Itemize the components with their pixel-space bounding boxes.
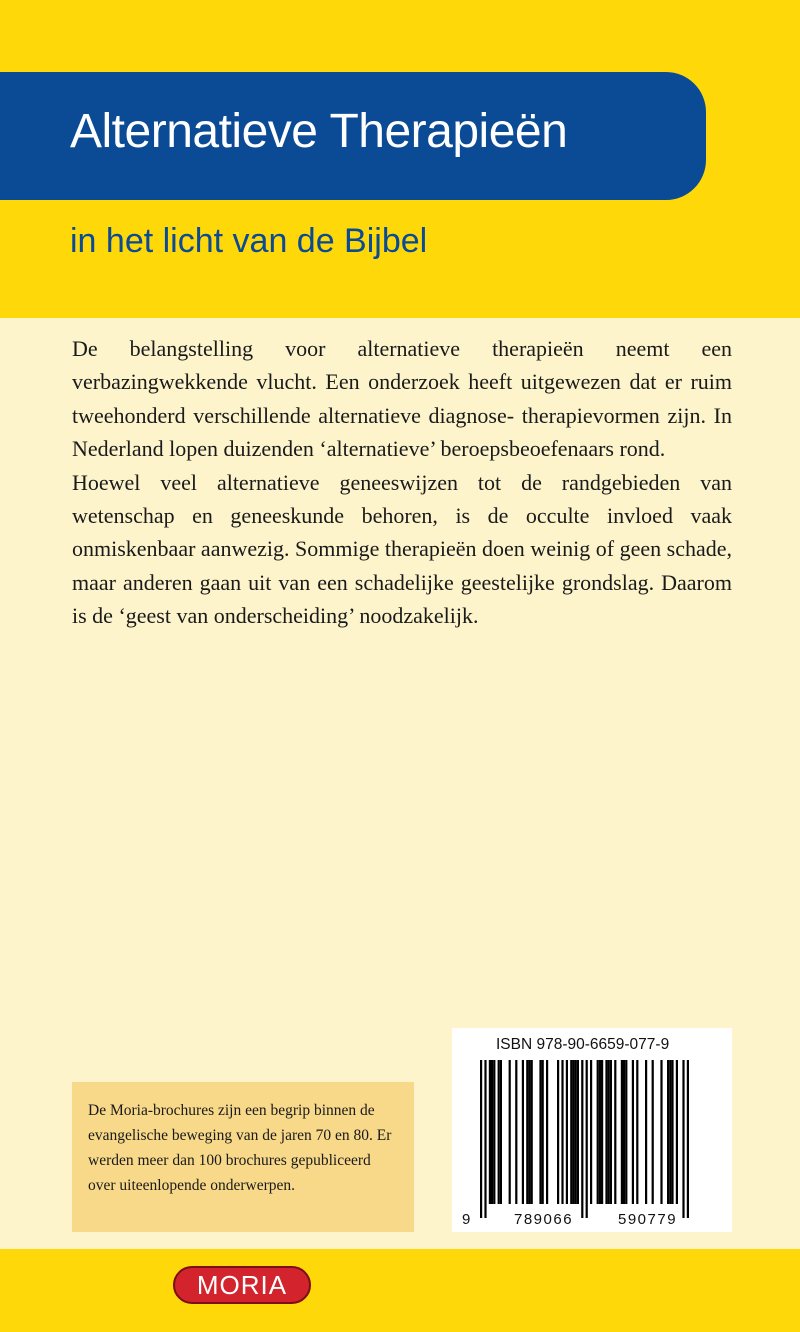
barcode-bar <box>597 1060 599 1204</box>
barcode-right-digits: 590779 <box>618 1211 678 1228</box>
barcode-bar <box>625 1060 627 1204</box>
barcode-bar <box>489 1060 491 1204</box>
barcode-bar <box>515 1060 517 1204</box>
blurb-text <box>72 332 732 633</box>
barcode-bar <box>632 1060 634 1204</box>
barcode-bar <box>667 1060 669 1204</box>
barcode-bar <box>623 1060 625 1204</box>
blurb-paragraph-2: Hoewel veel alternatieve geneeswijzen tot de randgebieden van wetenschap en geneeskunde behoren, is de occulte invloed vaak onmiskenbaar aanwezig. Sommige therapieën doen weinig of geen schade, maar anderen gaan uit van een schadelijke geestelijke grondslag. Daarom is de ‘geest van onderscheiding’ noodzakelijk. <box>72 469 732 629</box>
barcode-bar <box>590 1060 592 1204</box>
barcode-bar <box>522 1060 524 1204</box>
barcode-left-digits: 789066 <box>514 1211 574 1228</box>
barcode-bar <box>652 1060 654 1204</box>
barcode-bar <box>572 1060 574 1204</box>
barcode-bar <box>480 1060 482 1218</box>
book-subtitle: in het licht van de Bijbel <box>70 222 428 260</box>
barcode-bar <box>546 1060 548 1204</box>
barcode-bar <box>531 1060 533 1204</box>
barcode-panel <box>452 1028 732 1232</box>
barcode-bar <box>599 1060 601 1204</box>
blurb-paragraph-1: De belangstelling voor alternatieve therapieën neemt een verbazingwekkende vlucht. Een onderzoek heeft uitgewezen dat er ruim tweehonderd verschillende alternatieve diagnose- therapievormen zijn. In Nederland lopen duizenden ‘alternatieve’ beroepsbeoefenaars rond. <box>72 336 732 462</box>
barcode-bar <box>645 1060 647 1204</box>
barcode-graphic <box>452 1028 732 1232</box>
barcode-bar <box>614 1060 616 1204</box>
barcode-bar <box>636 1060 638 1204</box>
barcode-bar <box>577 1060 579 1204</box>
barcode-bar <box>509 1060 511 1204</box>
barcode-bars <box>480 1060 689 1218</box>
barcode-bar <box>671 1060 673 1204</box>
series-info-box: De Moria-brochures zijn een begrip binnen de evangelische beweging van de jaren 70 en 80. Er werden meer dan 100 brochures gepubliceerd over uiteenlopende onderwerpen. <box>72 1082 414 1232</box>
barcode-bar <box>557 1060 559 1204</box>
barcode-bar <box>566 1060 568 1204</box>
moria-logo: MORIA <box>173 1266 311 1304</box>
barcode-bar <box>561 1060 563 1204</box>
barcode-bar <box>575 1060 577 1204</box>
barcode-bar <box>605 1060 607 1204</box>
barcode-bar <box>601 1060 603 1204</box>
isbn-label: ISBN 978-90-6659-077-9 <box>496 1036 670 1053</box>
barcode-bar <box>621 1060 623 1204</box>
barcode-bar <box>500 1060 502 1204</box>
barcode-bar <box>570 1060 572 1204</box>
barcode-bar <box>669 1060 671 1204</box>
barcode-bar <box>586 1060 588 1218</box>
book-title: Alternatieve Therapieën <box>70 105 568 158</box>
barcode-bar <box>484 1060 486 1218</box>
barcode-bar <box>491 1060 493 1204</box>
barcode-bar <box>539 1060 541 1204</box>
barcode-bar <box>660 1060 662 1204</box>
barcode-bar <box>676 1060 678 1204</box>
barcode-bar <box>608 1060 610 1204</box>
barcode-lead-digit: 9 <box>462 1211 471 1228</box>
barcode-bar <box>682 1060 684 1218</box>
barcode-bar <box>687 1060 689 1218</box>
barcode-bar <box>581 1060 583 1218</box>
barcode-bar <box>526 1060 528 1204</box>
barcode-bar <box>493 1060 495 1204</box>
barcode-bar <box>528 1060 530 1204</box>
bottom-yellow-band <box>0 1249 800 1332</box>
barcode-bar <box>498 1060 500 1204</box>
barcode-bar <box>610 1060 612 1204</box>
barcode-bar <box>542 1060 544 1204</box>
